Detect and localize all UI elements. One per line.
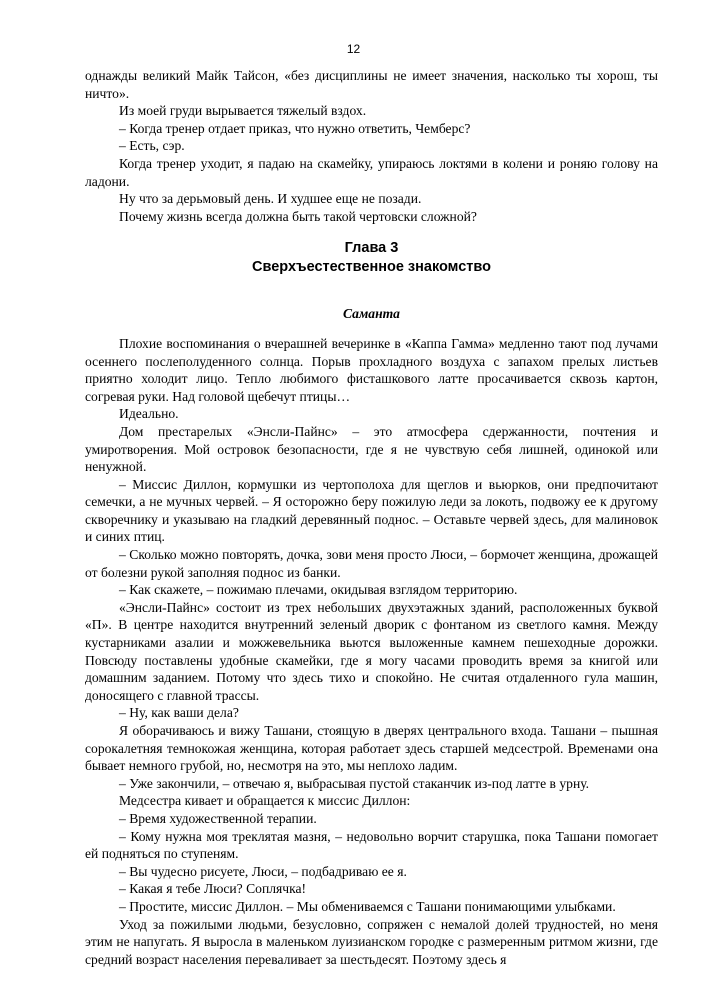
paragraph: – Уже закончили, – отвечаю я, выбрасывая пустой стаканчик из-под латте в урну. (119, 775, 590, 791)
paragraph: Когда тренер уходит, я падаю на скамейку, упираюсь локтями в колени и роняю голову на ладони. (85, 155, 658, 189)
chapter-number: Глава 3 (344, 240, 399, 257)
paragraph: – Как скажете, – пожимаю плечами, окидывая взглядом территорию. (119, 582, 518, 598)
paragraph: – Какая я тебе Люси? Соплячка! (119, 881, 307, 897)
paragraph: «Энсли-Пайнс» состоит из трех небольших двухэтажных зданий, расположенных буквой «П». В центре находится внутренний зеленый дворик с фонтаном из светлого камня. Между кустарниками азалии и можжевельника вьются выложенные камнем пешеходные дорожки. Повсюду поставлены удобные скамейки, где я могу часами проводить время за книгой или домашним заданием. Потому что здесь тихо и спокойно. Не считая отдаленного гула машин, доносящего с главной трассы. (85, 599, 658, 703)
paragraph: – Миссис Диллон, кормушки из чертополоха для щеглов и вьюрков, они предпочитают семечки, а не мучных червей. – Я осторожно беру пожилую леди за локоть, подвожу ее к другому скворечнику и указываю на гладкий деревянный поднос. – Оставьте червей здесь, для малиновок и синих птиц. (85, 476, 658, 545)
paragraph: Я оборачиваюсь и вижу Ташани, стоящую в дверях центрального входа. Ташани – пышная сорокалетняя темнокожая женщина, которая работает здесь старшей медсестрой. Временами она бывает немного грубой, но, несмотря на это, мы неплохо ладим. (85, 723, 658, 774)
paragraph: – Когда тренер отдает приказ, что нужно ответить, Чемберс? (119, 120, 471, 136)
paragraph: – Есть, сэр. (119, 138, 185, 154)
paragraph: Медсестра кивает и обращается к миссис Диллон: (119, 793, 411, 809)
paragraph: – Вы чудесно рисуете, Люси, – подбадриваю ее я. (119, 863, 407, 879)
paragraph: – Кому нужна моя треклятая мазня, – недовольно ворчит старушка, пока Ташани помогает ей подняться по ступеням. (85, 828, 658, 862)
paragraph: – Ну, как ваши дела? (119, 705, 239, 721)
page-content (85, 67, 658, 968)
paragraph: Почему жизнь всегда должна быть такой чертовски сложной? (119, 208, 477, 224)
paragraph: – Простите, миссис Диллон. – Мы обмениваемся с Ташани понимающими улыбками. (119, 898, 616, 914)
paragraph: Ну что за дерьмовый день. И худшее еще не позади. (119, 191, 422, 207)
paragraph: Идеально. (119, 406, 179, 422)
paragraph: Уход за пожилыми людьми, безусловно, сопряжен с немалой долей трудностей, но меня этим не напугать. Я выросла в маленьком луизианском городке с размеренным ритмом жизни, где средний возраст населения переваливает за шестьдесят. Поэтому здесь я (85, 916, 658, 967)
paragraph: – Время художественной терапии. (119, 810, 317, 826)
paragraph: Из моей груди вырывается тяжелый вздох. (119, 103, 367, 119)
pov-heading: Саманта (343, 306, 400, 322)
paragraph: – Сколько можно повторять, дочка, зови меня просто Люси, – бормочет женщина, дрожащей от болезни рукой заполняя поднос из банки. (85, 547, 658, 580)
paragraph: однажды великий Майк Тайсон, «без дисциплины не имеет значения, насколько ты хорош, ты ничто». (85, 68, 658, 101)
paragraph: Дом престарелых «Энсли-Пайнс» – это атмосфера сдержанности, почтения и умиротворения. Мой островок безопасности, где я не чувствую себя лишней, одинокой или ненужной. (85, 423, 658, 475)
page-number: 12 (346, 42, 361, 56)
paragraph: Плохие воспоминания о вчерашней вечеринке в «Каппа Гамма» медленно тают под лучами осеннего послеполуденного солнца. Порыв прохладного воздуха с запахом прелых листьев приятно холодит лицо. Тепло любимого фисташкового латте просачивается сквозь картон, согревая руки. Над головой щебечут птицы… (85, 335, 658, 404)
chapter-title: Сверхъестественное знакомство (252, 259, 491, 276)
